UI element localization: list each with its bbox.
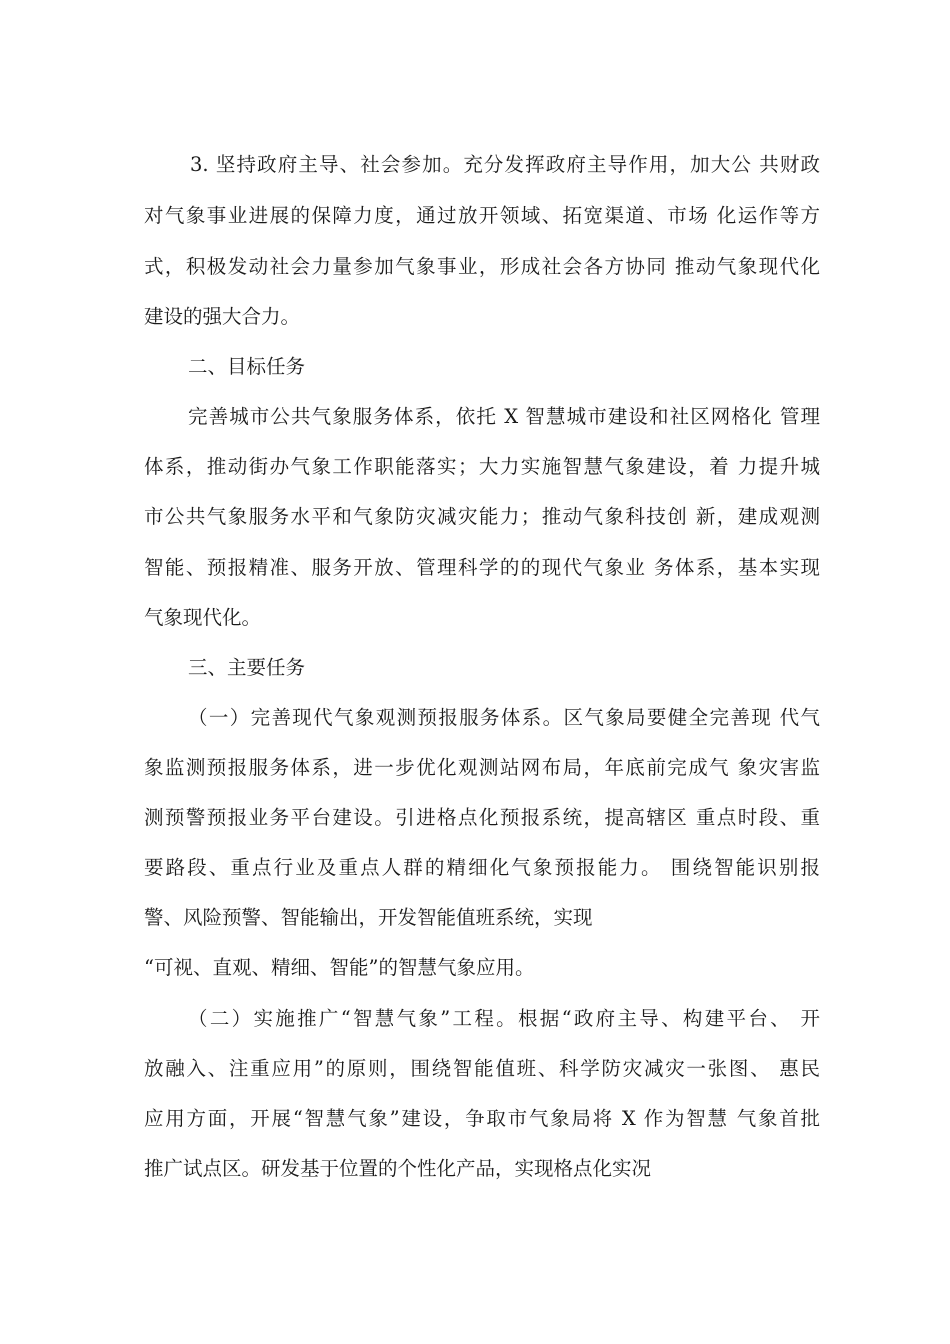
paragraph-3-line-5: 警、风险预警、智能输出，开发智能值班系统，实现 [144, 906, 593, 929]
paragraph-3-line-3: 测预警预报业务平台建设。引进格点化预报系统，提高辖区 重点时段、重 [144, 806, 820, 829]
paragraph-4-line-1: （二）实施推广“智慧气象”工程。根据“政府主导、构建平台、 开 [188, 1007, 820, 1030]
paragraph-1-line-3: 式，积极发动社会力量参加气象事业，形成社会各方协同 推动气象现代化 [144, 255, 820, 278]
paragraph-1-line-2: 对气象事业进展的保障力度，通过放开领域、拓宽渠道、市场 化运作等方 [144, 204, 820, 227]
paragraph-2-line-4: 智能、预报精准、服务开放、管理科学的的现代气象业 务体系，基本实现 [144, 556, 820, 579]
paragraph-3-line-4: 要路段、重点行业及重点人群的精细化气象预报能力。 围绕智能识别报 [144, 856, 820, 879]
paragraph-3-line-2: 象监测预报服务体系，进一步优化观测站网布局，年底前完成气 象灾害监 [144, 756, 820, 779]
paragraph-4-line-4: 推广试点区。研发基于位置的个性化产品，实现格点化实况 [144, 1157, 652, 1180]
section-heading-goals: 二、目标任务 [188, 355, 306, 378]
paragraph-4-line-2: 放融入、注重应用”的原则，围绕智能值班、科学防灾减灾一张图、 惠民 [144, 1057, 820, 1080]
paragraph-2-line-1: 完善城市公共气象服务体系，依托 X 智慧城市建设和社区网格化 管理 [188, 405, 820, 428]
paragraph-2-line-5: 气象现代化。 [144, 606, 262, 629]
paragraph-2-line-3: 市公共气象服务水平和气象防灾减灾能力；推动气象科技创 新，建成观测 [144, 505, 820, 528]
section-heading-main-tasks: 三、主要任务 [188, 656, 306, 679]
paragraph-4-line-3: 应用方面，开展“智慧气象”建设，争取市气象局将 X 作为智慧 气象首批 [144, 1107, 820, 1130]
paragraph-3-line-6: “可视、直观、精细、智能”的智慧气象应用。 [144, 956, 535, 979]
paragraph-1-line-4: 建设的强大合力。 [144, 305, 301, 328]
paragraph-1-line-1: 3. 坚持政府主导、社会参加。充分发挥政府主导作用，加大公 共财政 [190, 153, 820, 176]
paragraph-2-line-2: 体系，推动街办气象工作职能落实；大力实施智慧气象建设，着 力提升城 [144, 455, 820, 478]
paragraph-3-line-1: （一）完善现代气象观测预报服务体系。区气象局要健全完善现 代气 [188, 706, 820, 729]
